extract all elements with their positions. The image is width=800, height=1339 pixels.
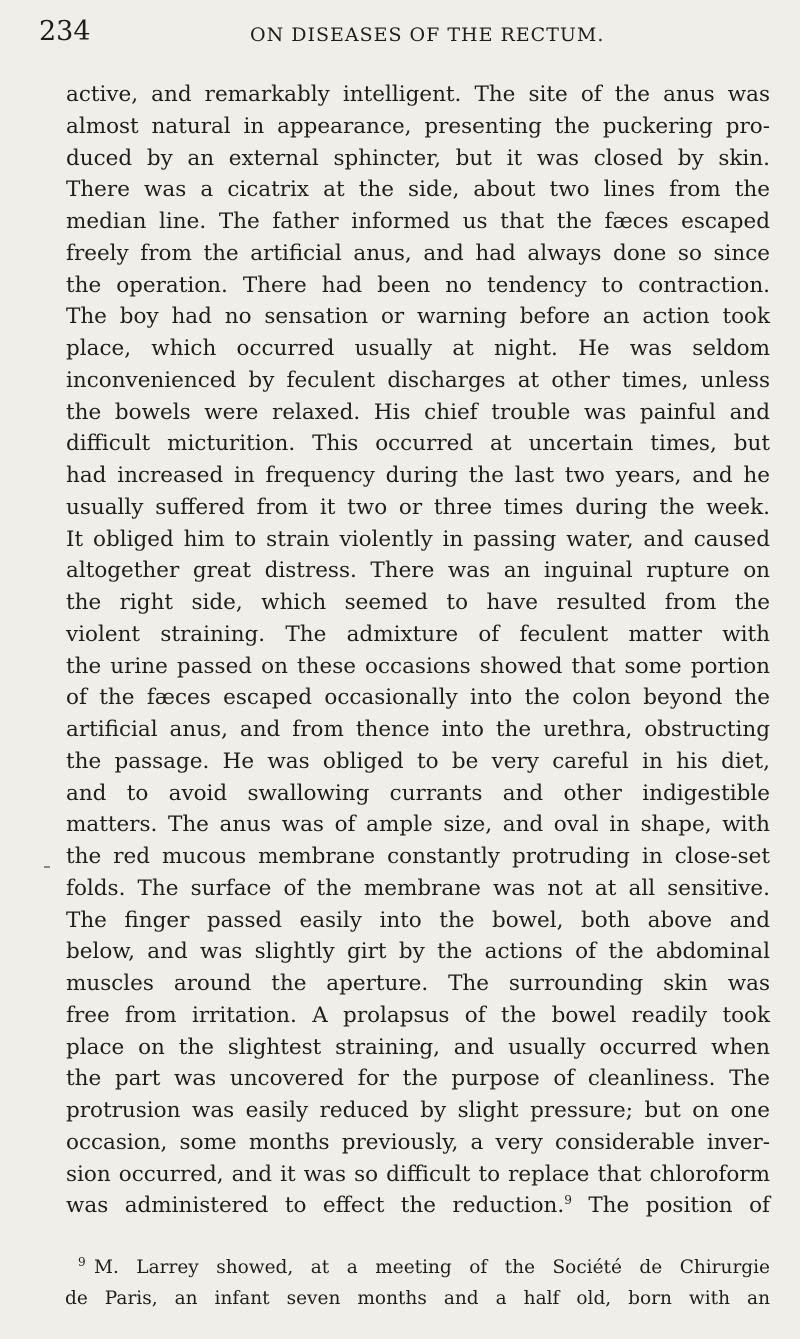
footnote-text: M. Larrey showed, at a meeting of the Société de Chirurgie bbox=[94, 1257, 770, 1278]
text-line: the operation. There had been no tendency to contraction. bbox=[66, 272, 770, 298]
reference-text-end: The position of bbox=[571, 1193, 770, 1219]
text-line: place, which occurred usually at night. He was seldom bbox=[66, 336, 770, 361]
text-line: the part was uncovered for the purpose of cleanliness. The bbox=[66, 1066, 770, 1092]
text-line: artificial anus, and from thence into the urethra, obstructing bbox=[66, 717, 770, 742]
page-number: 234 bbox=[39, 16, 91, 47]
text-line: median line. The father informed us that the fæces escaped bbox=[66, 209, 770, 234]
text-line: occasion, some months previously, a very considerable inver- bbox=[66, 1129, 770, 1155]
text-line: altogether great distress. There was an inguinal rupture on bbox=[66, 558, 770, 584]
footnote-line: de Paris, an infant seven months and a half old, born with an bbox=[65, 1288, 770, 1309]
text-line: the bowels were relaxed. His chief trouble was painful and bbox=[66, 399, 770, 425]
running-head: ON DISEASES OF THE RECTUM. bbox=[250, 24, 605, 46]
text-line: had increased in frequency during the last two years, and he bbox=[66, 463, 770, 488]
text-line: the passage. He was obliged to be very careful in his diet, bbox=[66, 748, 770, 774]
text-line: sion occurred, and it was so difficult to replace that chloroform bbox=[66, 1161, 770, 1187]
text-line: It obliged him to strain violently in passing water, and caused bbox=[66, 526, 770, 552]
footnote bbox=[65, 1252, 770, 1314]
text-line: folds. The surface of the membrane was not at all sensitive. bbox=[66, 875, 770, 901]
text-line: There was a cicatrix at the side, about two lines from the bbox=[66, 177, 770, 203]
text-line: inconvenienced by feculent discharges at other times, unless bbox=[66, 367, 770, 393]
text-line-with-reference bbox=[66, 1190, 770, 1222]
text-line: place on the slightest straining, and usually occurred when bbox=[66, 1034, 770, 1060]
text-line: and to avoid swallowing currants and other indigestible bbox=[66, 780, 770, 806]
footnote-mark: 9 bbox=[78, 1255, 86, 1269]
text-line: duced by an external sphincter, but it was closed by skin. bbox=[66, 145, 770, 171]
text-line: matters. The anus was of ample size, and oval in shape, with bbox=[66, 812, 770, 838]
text-line: almost natural in appearance, presenting the puckering pro- bbox=[66, 113, 770, 139]
text-line: difficult micturition. This occurred at uncertain times, but bbox=[66, 431, 770, 457]
text-line: the urine passed on these occasions showed that some portion bbox=[66, 653, 770, 679]
text-line: the red mucous membrane constantly protruding in close-set bbox=[66, 844, 770, 869]
text-line: free from irritation. A prolapsus of the bowel readily took bbox=[66, 1002, 770, 1028]
text-line: protrusion was easily reduced by slight pressure; but on one bbox=[66, 1098, 770, 1123]
text-line: usually suffered from it two or three times during the week. bbox=[66, 494, 770, 520]
footnote-reference: 9 bbox=[564, 1193, 572, 1208]
reference-text: was administered to effect the reduction. bbox=[66, 1193, 565, 1219]
page-header bbox=[0, 0, 800, 90]
text-line: The boy had no sensation or warning before an action took bbox=[66, 304, 770, 330]
footnote-line bbox=[78, 1252, 770, 1283]
text-line: below, and was slightly girt by the actions of the abdominal bbox=[66, 939, 770, 965]
text-line: of the fæces escaped occasionally into the colon beyond the bbox=[66, 685, 770, 711]
text-line: The finger passed easily into the bowel, both above and bbox=[66, 907, 770, 933]
print-mark bbox=[44, 866, 50, 868]
body-text bbox=[66, 79, 770, 1222]
text-line: freely from the artificial anus, and had always done so since bbox=[66, 240, 770, 266]
text-line: violent straining. The admixture of feculent matter with bbox=[66, 621, 770, 647]
text-line: active, and remarkably intelligent. The site of the anus was bbox=[66, 82, 770, 107]
text-line: muscles around the aperture. The surrounding skin was bbox=[66, 971, 770, 996]
text-line: the right side, which seemed to have resulted from the bbox=[66, 590, 770, 615]
